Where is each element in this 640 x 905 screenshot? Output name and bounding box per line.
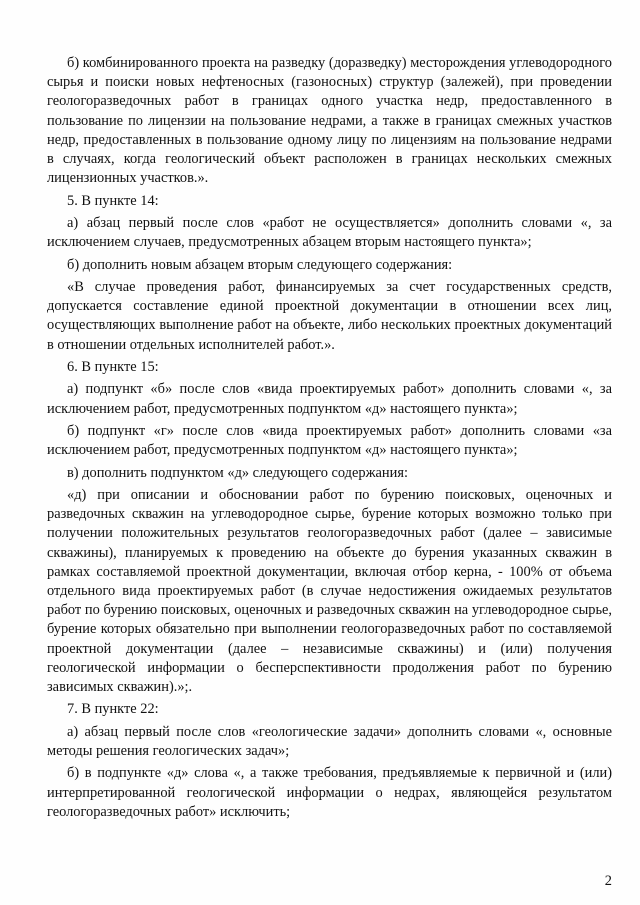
paragraph-point-7-a: а) абзац первый после слов «геологические задачи» дополнить словами «, основные методы решения геологических задач»; (47, 723, 612, 759)
paragraph-point-5-a: а) абзац первый после слов «работ не осуществляется» дополнить словами «, за исключением случаев, предусмотренных абзацем вторым настоящего пункта»; (47, 215, 612, 251)
paragraph-item-b-combined-project: б) комбинированного проекта на разведку (доразведку) месторождения углеводородного сырья и поиски новых нефтеносных (газоносных) структур (залежей), при проведении геологоразведочных работ в границах одного участка недр, предоставленного в пользование по лицензии на пользование недрами, а также в границах смежных участков недр, предоставленных в пользование одному лицу по лицензиям на пользование недрами в случаях, когда геологический объект расположен в границах нескольких смежных лицензионных участков.». (47, 55, 612, 187)
paragraph-point-6-v: в) дополнить подпунктом «д» следующего содержания: (67, 464, 408, 481)
paragraph-point-7-b: б) в подпункте «д» слова «, а также требования, предъявляемые к первичной и (или) интерпретированной геологической информации о недрах, являющейся результатом геологоразведочных работ» исключить; (47, 765, 612, 820)
paragraph-point-6-quote-d: «д) при описании и обосновании работ по бурению поисковых, оценочных и разведочных скважин на углеводородное сырье, бурение которых возможно только при получении положительных результатов геологоразведочных работ (далее – зависимые скважины), планируемых к проведению на объекте до бурения указанных скважин в рамках составляемой проектной документации, включая отбор керна, - 100% от объема отдельного вида проектируемых работ (в случае недостижения ожидаемых результатов работ по бурению поисковых, оценочных и разведочных скважин на углеводородное сырье, бурение которых обязательно при выполнении геологоразведочных работ по составляемой проектной документации (далее – независимые скважины) и (или) получения геологической информации о бесперспективности продолжения работ по бурению зависимых скважин).»;. (47, 486, 612, 695)
paragraph-point-5-quote: «В случае проведения работ, финансируемых за счет государственных средств, допускается составление единой проектной документации в отношении всех лиц, осуществляющих выполнение работ на объекте, либо нескольких проектных документаций в отношении отдельных исполнителей работ.». (47, 278, 612, 353)
paragraph-point-5-heading: 5. В пункте 14: (67, 192, 159, 209)
paragraph-point-6-b: б) подпункт «г» после слов «вида проектируемых работ» дополнить словами «за исключением работ, предусмотренных подпунктом «д» настоящего пункта»; (47, 422, 612, 459)
paragraph-point-6-a: а) подпункт «б» после слов «вида проектируемых работ» дополнить словами «, за исключением работ, предусмотренных подпунктом «д» настоящего пункта»; (47, 381, 612, 417)
page-number: 2 (604, 873, 612, 889)
paragraph-point-7-heading: 7. В пункте 22: (67, 701, 159, 718)
paragraph-point-6-heading: 6. В пункте 15: (67, 358, 159, 375)
paragraph-point-5-b: б) дополнить новым абзацем вторым следующего содержания: (67, 256, 453, 273)
document-body (47, 54, 612, 825)
